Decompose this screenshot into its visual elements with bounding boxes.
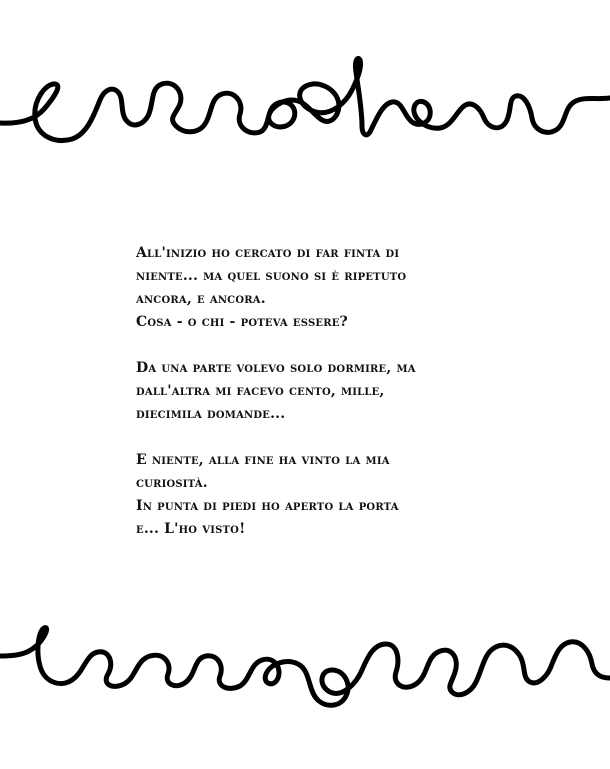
text-line: dall'altra mi facevo cento, mille,: [136, 383, 385, 399]
scribble-border-top: [0, 40, 610, 160]
story-text: [136, 242, 496, 541]
text-line: E niente, alla fine ha vinto la mia: [136, 452, 390, 468]
text-line: Da una parte volevo solo dormire, ma: [136, 360, 416, 376]
text-line: ancora, e ancora.: [136, 291, 266, 307]
text-line: diecimila domande...: [136, 406, 286, 422]
paragraph-2: [136, 357, 496, 426]
text-line: niente... ma quel suono si è ripetuto: [136, 268, 407, 284]
text-line: curiosità.: [136, 475, 208, 491]
paragraph-1: [136, 242, 496, 334]
text-line: Cosa - o chi - poteva essere?: [136, 314, 348, 330]
scribble-border-bottom: [0, 612, 610, 732]
text-line: All'inizio ho cercato di far finta di: [136, 245, 400, 261]
paragraph-3: [136, 449, 496, 541]
text-line: In punta di piedi ho aperto la porta: [136, 498, 399, 514]
text-line: e... L'ho visto!: [136, 521, 246, 537]
